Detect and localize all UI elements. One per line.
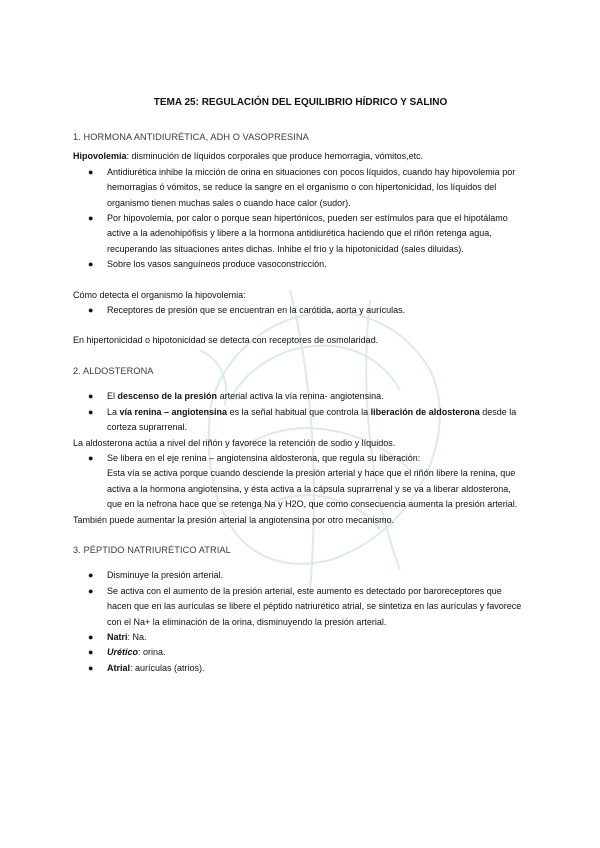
list-item [73,584,528,630]
list-item-text: Se libera en el eje renina – angiotensina aldosterona, que regula su liberación: [107,452,421,463]
bullet-icon: ● [88,213,94,224]
document-body [73,96,528,676]
list-item [73,451,528,466]
list-item-text: Sobre los vasos sanguíneos produce vasoconstricción. [107,259,327,270]
list-item: ● La vía renina – angiotensina es la señal habitual que controla la liberación de aldosterona desde la corteza suprarrenal. [88,406,517,433]
list-item [73,303,528,318]
bullet-icon: ● [88,570,94,581]
definition-term: Hipovolemia [73,151,127,162]
bullet-icon: ● [88,259,94,270]
bullet-icon: ● [88,662,94,673]
definition-text: : disminución de líquidos corporales que produce hemorragia, vómitos,etc. [126,151,424,162]
section-1-heading: 1. HORMONA ANTIDIURÉTICA, ADH O VASOPRESINA [73,132,309,142]
section-2-list-b [73,451,528,466]
bullet-icon: ● [88,647,94,658]
angiotensin-note: También puede aumentar la presión arterial la angiotensina por otro mecanismo. [73,514,395,525]
list-item [73,568,528,583]
bullet-icon: ● [88,631,94,642]
bullet-icon: ● [88,585,94,596]
hipovolemia-definition [73,149,528,164]
list-item [73,257,528,272]
glossary-item: ● Natri: Na. [73,630,528,645]
section-2-heading: 2. ALDOSTERONA [73,365,154,376]
document-title: TEMA 25: REGULACIÓN DEL EQUILIBRIO HÍDRICO Y SALINO [153,97,448,108]
bullet-icon: ● [88,406,94,417]
list-item-text: Antidiurética inhibe la micción de orina en situaciones con pocos líquidos, cuando hay hipovolemia por hemorragias ó vómitos, se reduce la sangre en el organismo o con hipertonicidad, los líquidos del organismo tienen muchas sales o cuando hace calor (sudor). [107,166,516,208]
detect-list [73,303,528,318]
list-item: ● El descenso de la presión arterial activa la vía renina- angiotensina. [73,389,528,404]
bullet-icon: ● [88,166,94,177]
detect-intro: Cómo detecta el organismo la hipovolemia: [73,289,246,300]
section-1-list [73,165,528,273]
section-2-list [73,389,528,435]
list-item [73,165,528,211]
list-item-text: Se activa con el aumento de la presión arterial, este aumento es detectado por baroreceptores que hacen que en las aurículas se libere el péptido natriurético atrial, se sintetiza en las aurículas y favorece con el Na+ la eliminación de la orina, disminuyendo la presión arterial. [107,585,522,627]
glossary-item: ● Urético: orina. [73,645,528,660]
bullet-icon: ● [88,452,94,463]
list-item-text: Receptores de presión que se encuentran en la carótida, aorta y aurículas. [107,305,406,316]
list-item-text: Disminuye la presión arterial. [107,570,224,581]
list-item-text: Por hipovolemia, por calor o porque sean hipertónicos, pueden ser estímulos para que el hipotálamo active a la adenohipófisis y libere a la hormona antidiurética haciendo que el riñón retenga agua, recuperando las situaciones antes dichas. Inhibe el frío y la hipotonicidad (sales diluidas). [107,213,508,254]
list-item [73,211,528,257]
bullet-icon: ● [88,391,94,402]
osmolarity-note: En hipertonicidad o hipotonicidad se detecta con receptores de osmolaridad. [73,335,379,346]
bullet-icon: ● [88,305,94,316]
glossary-item: ● Atrial: aurículas (atrios). [73,661,528,676]
renin-pathway-detail: Esta vía se activa porque cuando desciende la presión arterial y hace que el riñón libere la renina, que activa a la hormona angiotensina, y ésta activa a la cápsula suprarrenal y se va a liberar aldosterona, que en la nefrona hace que se retenga Na y H2O, que como consecuencia aumenta la presión arterial. [107,468,518,510]
section-3-list [73,568,528,676]
aldosterone-kidney-note: La aldosterona actúa a nivel del riñón y favorece la retención de sodio y líquidos. [73,437,396,448]
section-3-heading: 3. PÉPTIDO NATRIURÉTICO ATRIAL [73,544,231,555]
